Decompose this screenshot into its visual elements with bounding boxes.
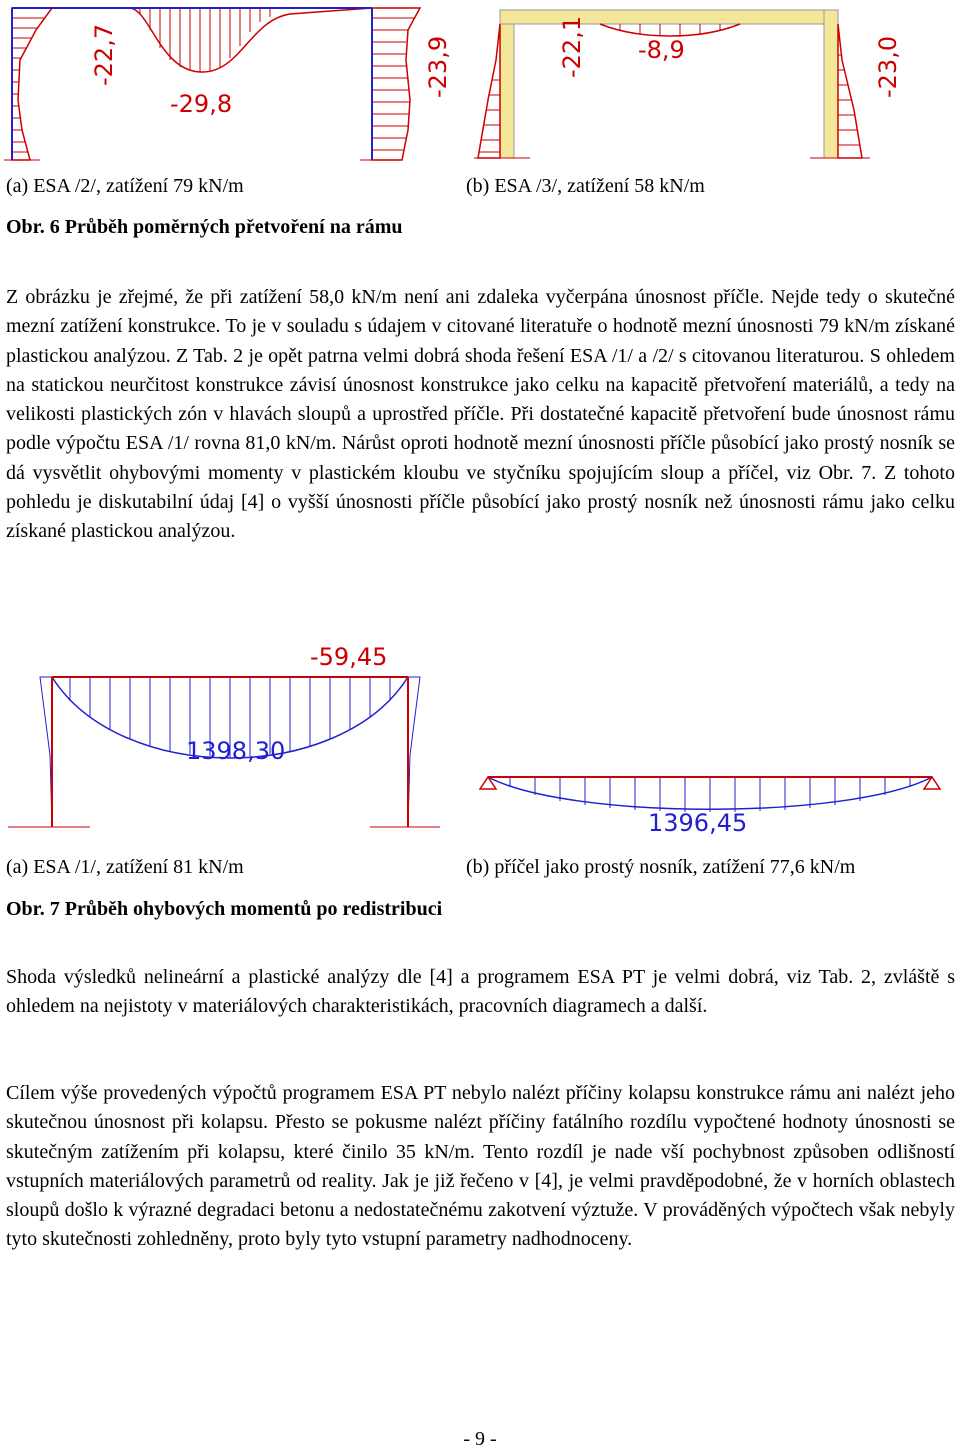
fig7b-caption: (b) příčel jako prostý nosník, zatížení 77,6 kN/m [466, 856, 856, 878]
fig7a-label-mid: 1398,30 [186, 737, 286, 765]
fig6a-left-column-diagram [12, 8, 52, 160]
figure-7a-moment-diagram [0, 635, 440, 840]
fig6a-frame [12, 8, 372, 160]
fig6a-label-left: -22,7 [90, 23, 118, 86]
fig6b-caption: (b) ESA /3/, zatížení 58 kN/m [466, 175, 705, 197]
fig7b-label-mid: 1396,45 [648, 809, 748, 837]
fig7b-support-left [480, 777, 496, 789]
fig6b-label-mid: -8,9 [638, 36, 685, 64]
paragraph-3: Cílem výše provedených výpočtů programem ESA PT nebylo nalézt příčiny kolapsu konstrukce rámu ani nalézt jeho skutečnou únosnost při kolapsu. Přesto se pokusme nalézt příčiny fatálního rozdílu vypočtené hodnoty únosnosti se skutečným zatížením při kolapsu, které činilo 35 kN/m. Tento rozdíl je nade vší pochybnost způsoben odlišností vstupních materiálových parametrů od reality. Jak je již řečeno v [4], je velmi pravděpodobné, že v horních oblastech sloupů došlo k výrazné degradaci betonu a nedostatečnému zakotvení výztuže. V prováděných výpočtech však nebyly tyto skutečnosti zohledněny, proto byly tyto vstupní parametry nadhodnoceny. [6, 1082, 955, 1251]
paragraph-2: Shoda výsledků nelineární a plastické analýzy dle [4] a programem ESA PT je velmi dobrá, viz Tab. 2, zvláště s ohledem na nejistoty v materiálových charakteristikách, pracovních diagramech a další. [6, 966, 955, 1018]
fig6b-left-column-diagram [478, 24, 500, 158]
paragraph-1: Z obrázku je zřejmé, že při zatížení 58,0 kN/m není ani zdaleka vyčerpána únosnost příčle. Nejde tedy o skutečné mezní zatížení konstrukce. To je v souladu s údajem v citované literatuře o hodnotě mezní únosnosti 79 kN/m získané plastickou analýzou. Z Tab. 2 je opět patrna velmi dobrá shoda řešení ESA /1/ a /2/ s citovanou literaturou. S ohledem na statickou neurčitost konstrukce závisí únosnost konstrukce jako celku na kapacitě přetvoření materiálů, a tedy na velikosti plastických zón v hlavách sloupů a uprostřed příčle. Při dostatečné kapacitě přetvoření bude únosnost rámu podle výpočtu ESA /1/ rovna 81,0 kN/m. Nárůst oproti hodnotě mezní únosnosti příčle působící jako prostý nosník se dá vysvětlit ohybovými momenty v plastickém kloubu ve styčníku spojujícím sloup a příčel, viz Obr. 7. Z tohoto pohledu je diskutabilní údaj [4] o vyšší únosnosti příčle působící jako prostý nosník než únosnosti rámu jako celku získané plastickou analýzou. [6, 286, 955, 543]
figure-6a-strain-diagram [0, 0, 460, 170]
fig6b-label-right: -23,0 [874, 35, 902, 98]
page-number: - 9 - [463, 1428, 497, 1450]
fig6a-right-column-diagram [372, 8, 420, 160]
fig7b-support-right [924, 777, 940, 789]
fig6a-label-mid: -29,8 [170, 90, 233, 118]
figure-7b-moment-diagram [470, 765, 950, 845]
fig6b-beam-diagram [600, 24, 740, 36]
fig6b-label-left: -22,1 [558, 15, 586, 78]
figure-6b-strain-diagram [470, 0, 940, 170]
fig6a-caption: (a) ESA /2/, zatížení 79 kN/m [6, 175, 244, 197]
fig6b-right-column-diagram [838, 24, 862, 158]
fig7a-caption: (a) ESA /1/, zatížení 81 kN/m [6, 856, 244, 878]
fig6a-label-right: -23,9 [424, 35, 452, 98]
fig6-title: Obr. 6 Průběh poměrných přetvoření na rámu [6, 216, 403, 238]
fig7a-label-top: -59,45 [310, 643, 388, 671]
fig6b-frame [500, 10, 838, 158]
fig7-title: Obr. 7 Průběh ohybových momentů po redistribuci [6, 898, 443, 920]
